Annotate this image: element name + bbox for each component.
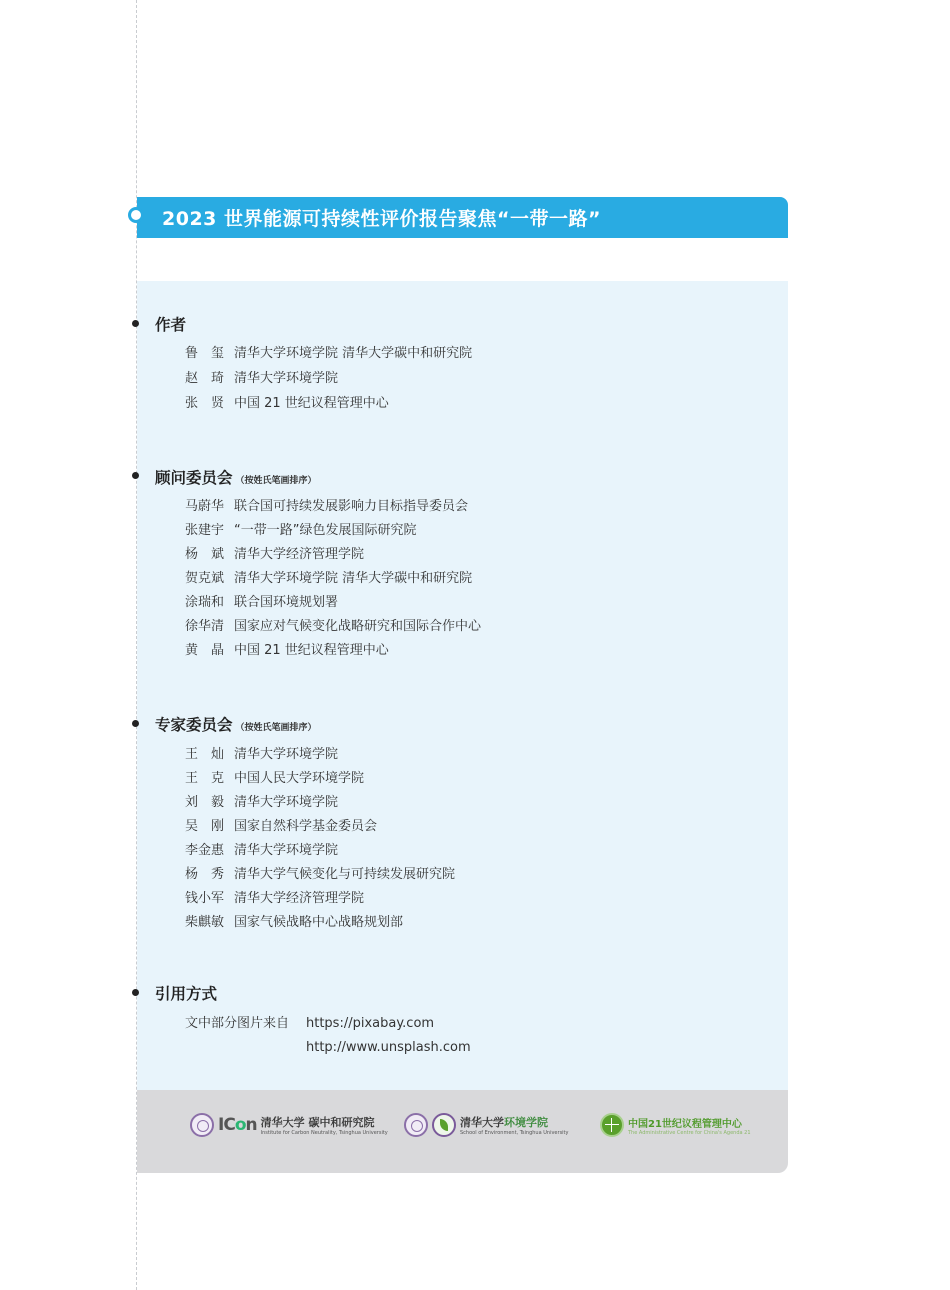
expert-row (185, 767, 455, 791)
advisor-row (185, 639, 481, 663)
expert-row (185, 863, 455, 887)
expert-list (185, 743, 455, 935)
citation-label: 文中部分图片来自 (185, 1016, 290, 1031)
member-name: 王 灿 (185, 747, 225, 762)
report-title: 2023 世界能源可持续性评价报告聚焦“一带一路” (162, 208, 601, 230)
member-name: 吴 刚 (185, 819, 225, 834)
agenda21-name: 中国21世纪议程管理中心 (628, 1118, 742, 1130)
authors-bullet (132, 320, 139, 327)
carbon-logo-main (261, 1114, 388, 1130)
env-school-logo (404, 1113, 568, 1137)
member-name: 马蔚华 (185, 499, 225, 514)
author-row (185, 367, 472, 391)
expert-heading (155, 713, 317, 735)
tsinghua-name: 清华大学 (460, 1116, 504, 1129)
member-affiliation: 清华大学环境学院 (234, 795, 339, 810)
authors-heading-text: 作者 (155, 316, 187, 334)
member-name: 王 克 (185, 771, 225, 786)
authors-heading (155, 313, 186, 335)
member-name: 涂瑞和 (185, 595, 225, 610)
expert-row (185, 815, 455, 839)
advisor-row (185, 543, 481, 567)
advisory-bullet (132, 472, 139, 479)
citation-line (185, 1012, 471, 1036)
expert-heading-text: 专家委员会 (155, 716, 233, 734)
expert-row (185, 887, 455, 911)
icon-wordmark-n: n (245, 1115, 257, 1135)
expert-sort-note: （按姓氏笔画排序） (235, 723, 317, 733)
expert-row (185, 743, 455, 767)
citation-block (185, 1012, 471, 1060)
tsinghua-seal-icon (404, 1113, 428, 1137)
member-affiliation: 清华大学经济管理学院 (234, 547, 365, 562)
expert-row (185, 911, 455, 935)
member-affiliation: 清华大学环境学院 (234, 371, 339, 386)
member-name: 杨 秀 (185, 867, 225, 882)
citation-url-pixabay[interactable]: https://pixabay.com (306, 1016, 435, 1031)
icon-wordmark (218, 1115, 257, 1135)
advisory-sort-note: （按姓氏笔画排序） (235, 476, 317, 486)
member-affiliation: 清华大学气候变化与可持续发展研究院 (234, 867, 456, 882)
member-affiliation: 国家自然科学基金委员会 (234, 819, 378, 834)
title-dot-marker (128, 207, 144, 223)
globe-icon (600, 1113, 624, 1137)
member-affiliation: 联合国可持续发展影响力目标指导委员会 (234, 499, 469, 514)
icon-wordmark-a: IC (218, 1115, 235, 1135)
tsinghua-seal-icon (190, 1113, 214, 1137)
env-logo-main (460, 1114, 568, 1130)
expert-row (185, 839, 455, 863)
advisor-row (185, 495, 481, 519)
member-affiliation: 清华大学环境学院 清华大学碳中和研究院 (234, 346, 473, 361)
env-school-name: 环境学院 (504, 1116, 548, 1129)
member-name: 赵 琦 (185, 371, 225, 386)
member-affiliation: 国家应对气候变化战略研究和国际合作中心 (234, 619, 482, 634)
agenda21-logo-text (628, 1115, 751, 1136)
advisor-row (185, 591, 481, 615)
member-name: 钱小军 (185, 891, 225, 906)
expert-bullet (132, 720, 139, 727)
member-affiliation: 中国人民大学环境学院 (234, 771, 365, 786)
advisor-row (185, 567, 481, 591)
advisory-heading (155, 466, 317, 488)
carbon-logo-sub: Institute for Carbon Neutrality, Tsinghua University (260, 1130, 388, 1136)
env-logo-text (460, 1114, 568, 1136)
citation-line (185, 1036, 471, 1060)
member-name: 张建宇 (185, 523, 225, 538)
member-affiliation: 中国 21 世纪议程管理中心 (234, 643, 389, 658)
advisory-heading-text: 顾问委员会 (155, 469, 233, 487)
advisory-list (185, 495, 481, 663)
agenda21-sub: The Administrative Centre for China's Agenda 21 (628, 1129, 751, 1136)
icon-wordmark-o: o (234, 1115, 246, 1135)
advisor-row (185, 519, 481, 543)
citation-heading (155, 982, 217, 1004)
author-row (185, 342, 472, 366)
citation-bullet (132, 989, 139, 996)
member-affiliation: 清华大学经济管理学院 (234, 891, 365, 906)
member-name: 徐华清 (185, 619, 225, 634)
carbon-center-name: 碳中和研究院 (308, 1116, 375, 1129)
carbon-logo-text (261, 1114, 388, 1136)
authors-list (185, 342, 472, 416)
member-name: 鲁 玺 (185, 346, 225, 361)
citation-heading-text: 引用方式 (155, 985, 218, 1003)
member-affiliation: 中国 21 世纪议程管理中心 (234, 396, 389, 411)
member-affiliation: 清华大学环境学院 (234, 843, 339, 858)
tsinghua-name: 清华大学 (260, 1116, 305, 1129)
carbon-neutrality-logo (190, 1113, 388, 1137)
leaf-emblem-icon (432, 1113, 456, 1137)
member-name: 贺克斌 (185, 571, 225, 586)
member-name: 柴麒敏 (185, 915, 225, 930)
member-affiliation: 清华大学环境学院 (234, 747, 339, 762)
member-name: 李金惠 (185, 843, 225, 858)
expert-row (185, 791, 455, 815)
member-affiliation: 清华大学环境学院 清华大学碳中和研究院 (234, 571, 473, 586)
member-name: 张 贤 (185, 396, 225, 411)
member-affiliation: “一带一路”绿色发展国际研究院 (234, 523, 417, 538)
author-row (185, 392, 472, 416)
agenda21-logo (600, 1113, 751, 1137)
advisor-row (185, 615, 481, 639)
citation-url-unsplash[interactable]: http://www.unsplash.com (306, 1040, 471, 1055)
member-name: 杨 斌 (185, 547, 225, 562)
member-affiliation: 联合国环境规划署 (234, 595, 339, 610)
member-name: 刘 毅 (185, 795, 225, 810)
member-affiliation: 国家气候战略中心战略规划部 (234, 915, 404, 930)
member-name: 黄 晶 (185, 643, 225, 658)
env-logo-sub: School of Environment, Tsinghua University (460, 1130, 569, 1136)
